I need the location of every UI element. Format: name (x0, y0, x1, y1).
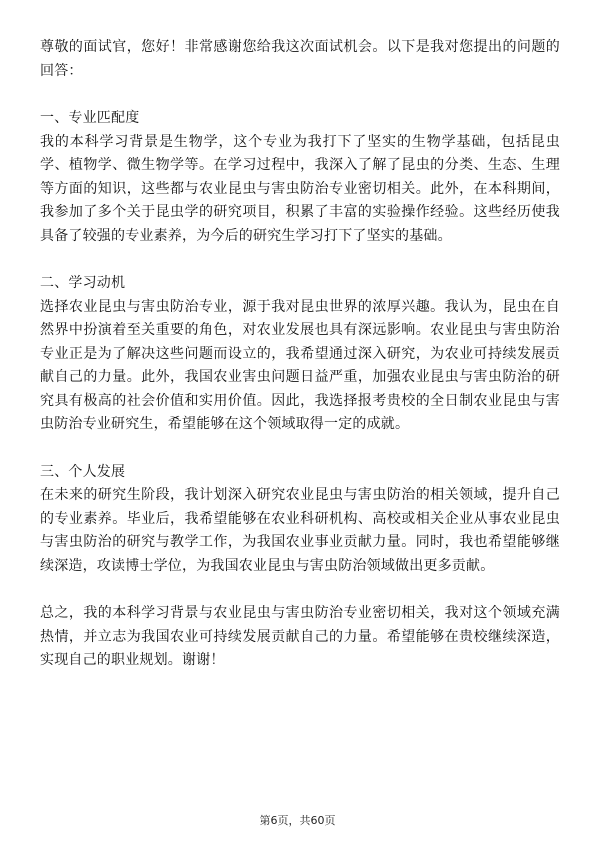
section-body-motivation: 选择农业昆虫与害虫防治专业，源于我对昆虫世界的浓厚兴趣。我认为，昆虫在自然界中扮演着至关重要的角色，对农业发展也具有深远影响。农业昆虫与害虫防治专业正是为了解决这些问题而设立的，我希望通过深入研究，为农业可持续发展贡献自己的力量。此外，我国农业害虫问题日益严重，加强农业昆虫与害虫防治的研究具有极高的社会价值和实用价值。因此，我选择报考贵校的全日制农业昆虫与害虫防治专业研究生，希望能够在这个领域取得一定的成就。 (40, 298, 560, 432)
document-body (40, 36, 560, 673)
section-body-major-fit: 我的本科学习背景是生物学，这个专业为我打下了坚实的生物学基础，包括昆虫学、植物学、微生物学等。在学习过程中，我深入了解了昆虫的分类、生态、生理等方面的知识，这些都与农业昆虫与害虫防治专业密切相关。此外，在本科期间，我参加了多个关于昆虫学的研究项目，积累了丰富的实验操作经验。这些经历使我具备了较强的专业素养，为今后的研究生学习打下了坚实的基础。 (40, 133, 560, 244)
greeting-paragraph: 尊敬的面试官，您好！非常感谢您给我这次面试机会。以下是我对您提出的问题的回答： (40, 39, 560, 79)
spacer (40, 248, 560, 272)
conclusion-paragraph: 总之，我的本科学习背景与农业昆虫与害虫防治专业密切相关，我对这个领域充满热情，并立志为我国农业可持续发展贡献自己的力量。希望能够在贵校继续深造，实现自己的职业规划。谢谢！ (40, 605, 560, 668)
section-heading-motivation: 二、学习动机 (40, 275, 126, 291)
section-body-personal-development: 在未来的研究生阶段，我计划深入研究农业昆虫与害虫防治的相关领域，提升自己的专业素养。毕业后，我希望能够在农业科研机构、高校或相关企业从事农业昆虫与害虫防治的研究与教学工作，为我国农业事业贡献力量。同时，我也希望能够继续深造，攻读博士学位，为我国农业昆虫与害虫防治领域做出更多贡献。 (40, 487, 560, 574)
spacer (40, 437, 560, 461)
spacer (40, 578, 560, 602)
spacer (40, 83, 560, 107)
section-heading-personal-development: 三、个人发展 (40, 463, 126, 480)
page-number-footer: 第6页，共60页 (259, 814, 336, 827)
section-heading-major-fit: 一、专业匹配度 (40, 110, 140, 126)
